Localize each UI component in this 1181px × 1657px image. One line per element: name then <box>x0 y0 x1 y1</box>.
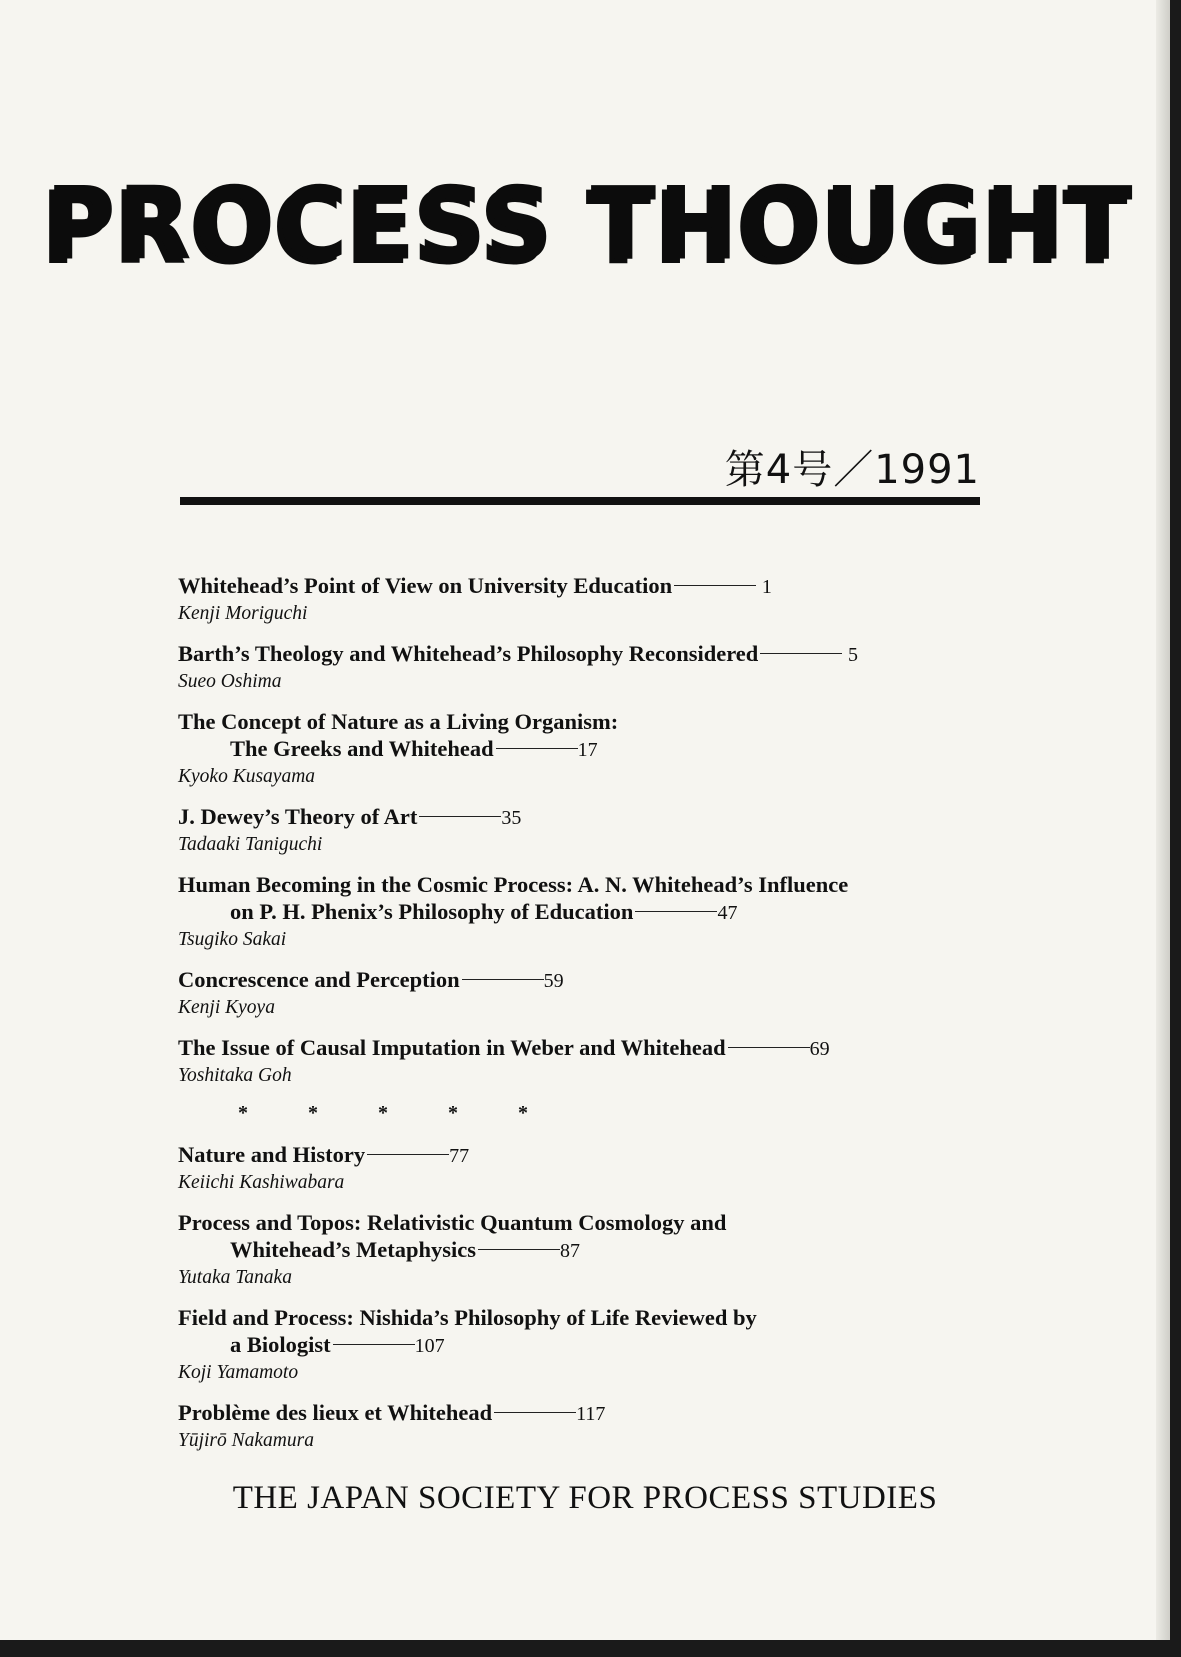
article-author: Kyoko Kusayama <box>178 766 316 787</box>
page-number: 87 <box>560 1240 581 1262</box>
leader-line <box>674 585 756 586</box>
article-author: Yutaka Tanaka <box>178 1267 292 1288</box>
toc-entry <box>178 708 1018 789</box>
page-number: 77 <box>449 1145 470 1167</box>
page-number: 1 <box>761 576 772 598</box>
article-title: The Issue of Causal Imputation in Weber and Whitehead 69 <box>178 1035 830 1060</box>
page-number: 117 <box>576 1403 606 1425</box>
page-number: 5 <box>847 644 858 666</box>
issue-number: 第4号／1991 <box>724 447 980 493</box>
page-number: 59 <box>543 970 564 992</box>
leader-line <box>760 653 842 654</box>
toc-entry <box>178 1399 1018 1453</box>
toc-entry <box>178 966 1018 1020</box>
article-author: Tsugiko Sakai <box>178 929 287 950</box>
toc-entry <box>178 871 1018 952</box>
toc-entry <box>178 572 1018 626</box>
publisher-name: THE JAPAN SOCIETY FOR PROCESS STUDIES <box>232 1480 938 1516</box>
table-of-contents <box>178 572 1018 1467</box>
article-title: Problème des lieux et Whitehead 117 <box>178 1400 606 1425</box>
leader-line <box>462 979 544 980</box>
title-divider <box>180 497 980 505</box>
page-number: 17 <box>577 739 598 761</box>
toc-entry <box>178 803 1018 857</box>
leader-line <box>367 1154 449 1155</box>
leader-line <box>478 1249 560 1250</box>
article-title: Nature and History 77 <box>178 1142 470 1167</box>
article-title: Process and Topos: Relativistic Quantum Cosmology and Whitehead’s Metaphysics 87 <box>178 1210 727 1262</box>
article-title: Barth’s Theology and Whitehead’s Philosophy Reconsidered 5 <box>178 641 858 666</box>
toc-entry <box>178 1304 1018 1385</box>
article-author: Yoshitaka Goh <box>178 1065 292 1086</box>
page-number: 107 <box>414 1335 445 1357</box>
article-author: Sueo Oshima <box>178 671 282 692</box>
article-author: Keiichi Kashiwabara <box>178 1172 345 1193</box>
leader-line <box>635 911 717 912</box>
leader-line <box>419 816 501 817</box>
article-title: Field and Process: Nishida’s Philosophy of Life Reviewed by a Biologist 107 <box>178 1305 757 1357</box>
toc-entry <box>178 1209 1018 1290</box>
journal-title: PROCESS THOUGHT <box>45 165 1135 283</box>
leader-line <box>333 1344 415 1345</box>
section-separator: * * * * * <box>238 1102 528 1124</box>
article-author: Kenji Kyoya <box>178 997 275 1018</box>
page-number: 35 <box>501 807 522 829</box>
article-title: Human Becoming in the Cosmic Process: A. N. Whitehead’s Influence on P. H. Phenix’s Philosophy of Education 47 <box>178 872 849 924</box>
article-author: Koji Yamamoto <box>178 1362 299 1383</box>
article-title: J. Dewey’s Theory of Art 35 <box>178 804 522 829</box>
article-title: Whitehead’s Point of View on University Education 1 <box>178 573 772 598</box>
article-title: Concrescence and Perception 59 <box>178 967 564 992</box>
page-number: 69 <box>809 1038 830 1060</box>
leader-line <box>494 1412 576 1413</box>
toc-entry <box>178 640 1018 694</box>
article-author: Yūjirō Nakamura <box>178 1430 314 1451</box>
leader-line <box>496 748 578 749</box>
toc-entry <box>178 1034 1018 1088</box>
article-author: Kenji Moriguchi <box>178 603 308 624</box>
toc-entry <box>178 1141 1018 1195</box>
page-number: 47 <box>717 902 738 924</box>
article-author: Tadaaki Taniguchi <box>178 834 323 855</box>
leader-line <box>728 1047 810 1048</box>
article-title: The Concept of Nature as a Living Organism: The Greeks and Whitehead 17 <box>178 709 619 761</box>
